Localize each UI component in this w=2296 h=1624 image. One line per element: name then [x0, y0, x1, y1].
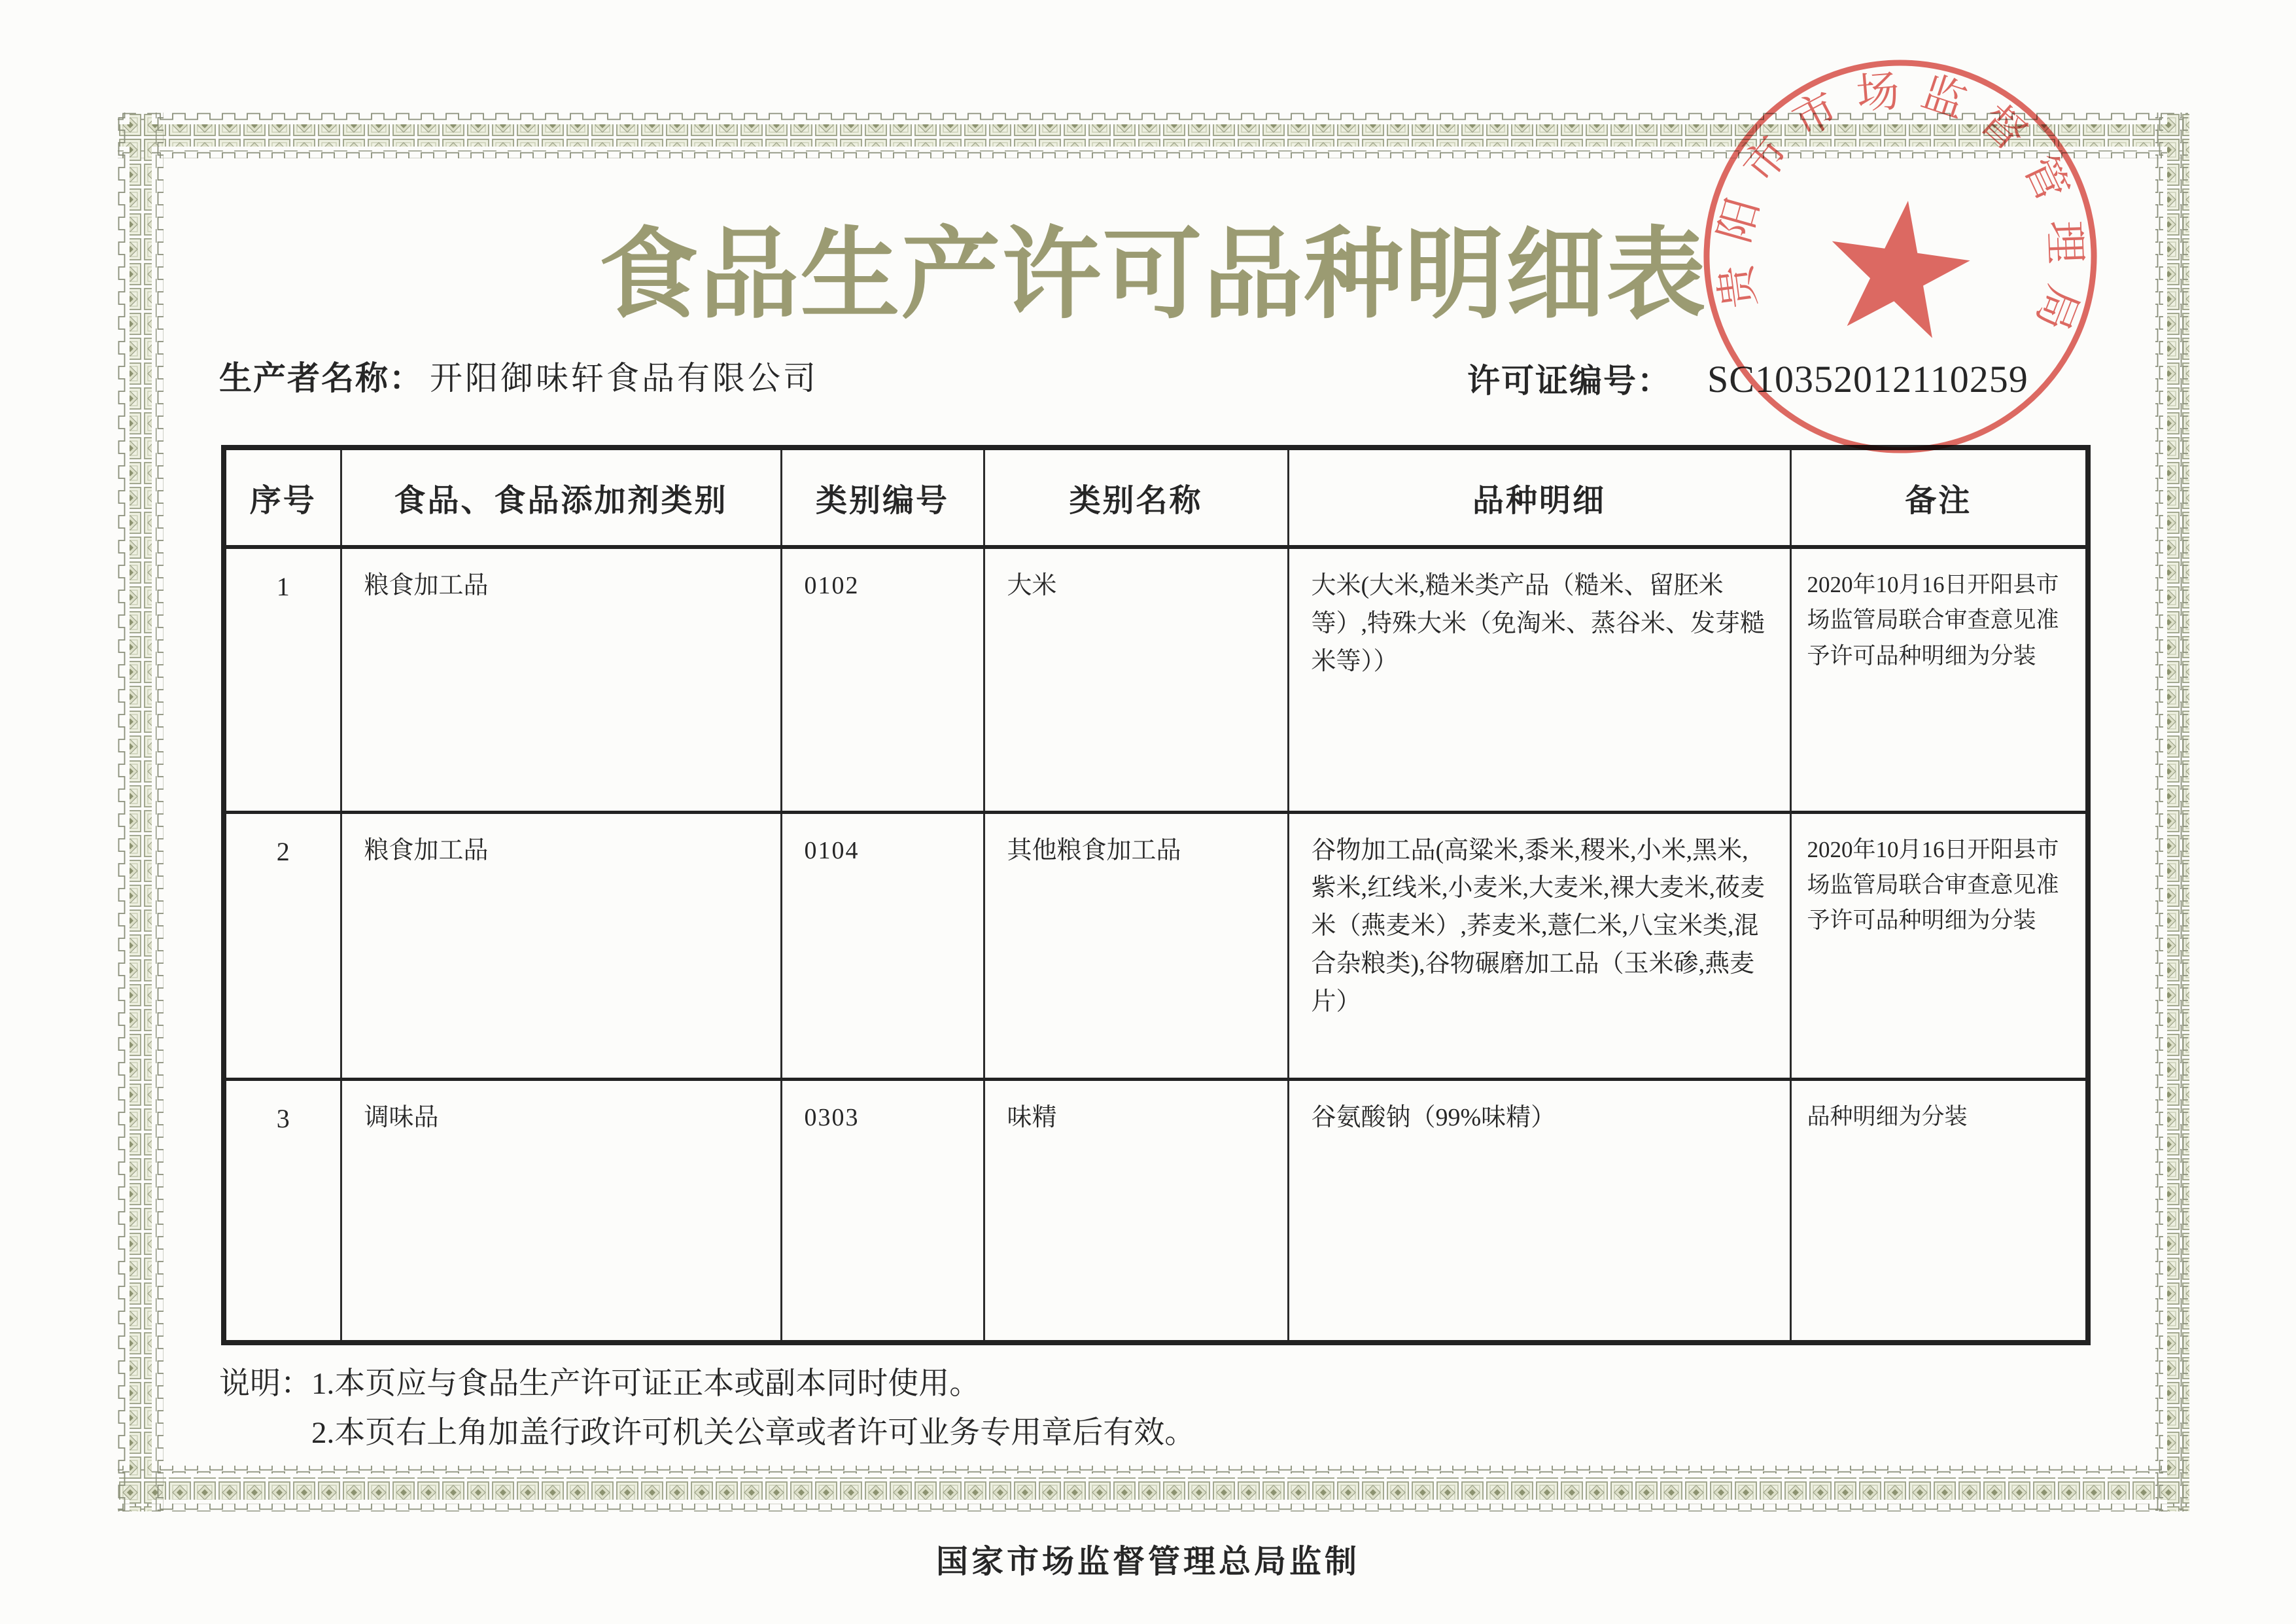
cell-code: 0303: [781, 1079, 984, 1343]
page-title: 食品生产许可品种明细表: [599, 221, 1707, 330]
cell-name: 大米: [984, 547, 1288, 812]
cell-detail: 大米(大米,糙米类产品（糙米、留胚米等）,特殊大米（免淘米、蒸谷米、发芽糙米等））: [1288, 547, 1790, 812]
cell-category: 粮食加工品: [341, 547, 781, 812]
cell-remark: 品种明细为分装: [1790, 1079, 2088, 1343]
header-cell-detail: 品种明细: [1288, 448, 1790, 547]
notes-item-1: 1.本页应与食品生产许可证正本或副本同时使用。: [311, 1367, 981, 1401]
seal-arc-text: 贵阳市市场监督管理局: [1709, 66, 2090, 353]
cell-remark: 2020年10月16日开阳县市场监管局联合审查意见准予许可品种明细为分装: [1790, 812, 2088, 1079]
notes-item-2: 2.本页右上角加盖行政许可机关公章或者许可业务专用章后有效。: [311, 1416, 1196, 1451]
cell-category: 粮食加工品: [341, 812, 781, 1079]
header-cell-code: 类别编号: [781, 448, 984, 547]
cell-detail: 谷物加工品(高粱米,黍米,稷米,小米,黑米,紫米,红线米,小麦米,大麦米,裸大麦米,莜麦米（燕麦米）,荞麦米,薏仁米,八宝米类,混合杂粮类),谷物碾磨加工品（玉米碜,燕麦片）: [1288, 812, 1790, 1079]
producer-line: [219, 352, 818, 399]
cell-code: 0104: [781, 812, 984, 1079]
notes-line-1: [219, 1360, 1195, 1409]
notes-label: 说明：: [219, 1367, 311, 1401]
producer-label: 生产者名称：: [219, 360, 423, 397]
table-row: [224, 812, 2088, 1079]
license-label: 许可证编号：: [1467, 362, 1671, 399]
header-cell-no: 序号: [224, 448, 341, 547]
header-cell-name: 类别名称: [984, 448, 1288, 547]
cell-detail: 谷氨酸钠（99%味精）: [1288, 1079, 1790, 1343]
header-cell-category: 食品、食品添加剂类别: [341, 448, 781, 547]
notes-line-2: [311, 1409, 1195, 1458]
variety-table: [221, 445, 2091, 1345]
table-row: [224, 1079, 2088, 1343]
header-cell-remark: 备注: [1790, 448, 2088, 547]
cell-code: 0102: [781, 547, 984, 812]
official-seal: [1678, 34, 2123, 479]
cell-name: 味精: [984, 1079, 1288, 1343]
producer-name: 开阳御味轩食品有限公司: [430, 360, 818, 397]
cell-no: 1: [224, 547, 341, 812]
cell-remark: 2020年10月16日开阳县市场监管局联合审查意见准予许可品种明细为分装: [1790, 547, 2088, 812]
cell-category: 调味品: [341, 1079, 781, 1343]
cell-no: 3: [224, 1079, 341, 1343]
footer-text: 国家市场监督管理总局监制: [935, 1544, 1360, 1580]
notes-block: [219, 1360, 1195, 1458]
star-icon: [1820, 191, 1977, 342]
table-row: [224, 547, 2088, 812]
cell-no: 2: [224, 812, 341, 1079]
cell-name: 其他粮食加工品: [984, 812, 1288, 1079]
license-number: SC10352012110259: [1707, 358, 2028, 400]
